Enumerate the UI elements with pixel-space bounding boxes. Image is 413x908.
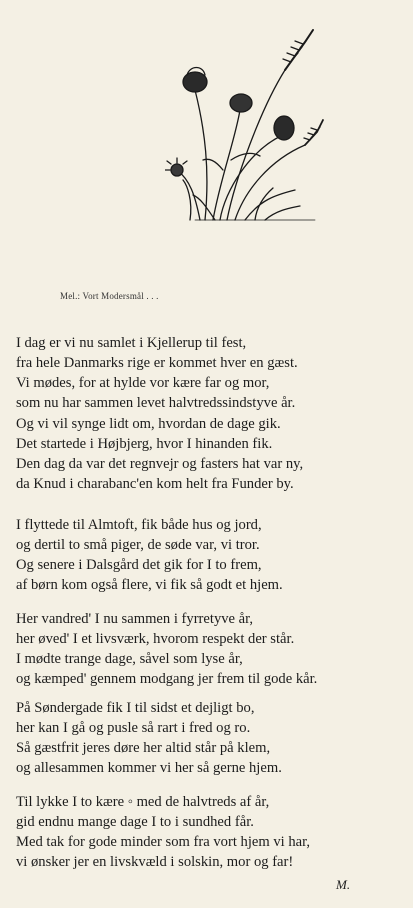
verse-line: gid endnu mange dage I to i sundhed får. xyxy=(16,814,254,830)
stanza xyxy=(16,698,411,778)
verse-line: her øved' I et livsværk, hvorom respekt der står. xyxy=(16,631,295,647)
stanza xyxy=(16,333,411,413)
verse-line: I mødte trange dage, såvel som lyse år, xyxy=(16,651,243,667)
verse-line: Og senere i Dalsgård det gik for I to frem, xyxy=(16,557,262,573)
verse-line: Så gæstfrit jeres døre her altid står på klem, xyxy=(16,740,271,756)
verse-line: her kan I gå og pusle så rart i fred og ro. xyxy=(16,720,251,736)
verse-line: I flyttede til Almtoft, fik både hus og jord, xyxy=(16,517,262,533)
signature: M. xyxy=(336,877,351,892)
verse-line: da Knud i charabanc'en kom helt fra Funder by. xyxy=(16,476,294,492)
verse-line: og allesammen kommer vi her så gerne hjem. xyxy=(16,760,282,776)
verse-line: som nu har sammen levet halvtredssindstyve år. xyxy=(16,395,296,411)
stanza xyxy=(16,515,411,595)
verse-line: Det startede i Højbjerg, hvor I hinanden fik. xyxy=(16,436,273,452)
poppy-wheat-illustration xyxy=(165,20,325,225)
verse-line: fra hele Danmarks rige er kommet hver en gæst. xyxy=(16,355,298,371)
verse-line: og dertil to små piger, de søde var, vi tror. xyxy=(16,537,260,553)
verse-line: Til lykke I to kære ◦ med de halvtreds af år, xyxy=(16,794,270,810)
verse-line: På Søndergade fik I til sidst et dejligt bo, xyxy=(16,700,255,716)
stanza xyxy=(16,414,411,494)
stanza xyxy=(16,609,411,689)
verse-line: Med tak for gode minder som fra vort hjem vi har, xyxy=(16,834,311,850)
verse-line: Den dag da var det regnvejr og fasters hat var ny, xyxy=(16,456,304,472)
verse-line: Her vandred' I nu sammen i fyrretyve år, xyxy=(16,611,254,627)
stanza xyxy=(16,792,411,872)
verse-line: Og vi vil synge lidt om, hvordan de dage gik. xyxy=(16,416,281,432)
melody-note: Mel.: Vort Modersmål . . . xyxy=(60,291,159,301)
verse-line: af børn kom også flere, vi fik så godt et hjem. xyxy=(16,577,283,593)
verse-line: og kæmped' gennem modgang jer frem til gode kår. xyxy=(16,671,318,687)
verse-line: vi ønsker jer en livskvæld i solskin, mor og far! xyxy=(16,854,294,870)
verse-line: I dag er vi nu samlet i Kjellerup til fest, xyxy=(16,335,247,351)
verse-line: Vi mødes, for at hylde vor kære far og mor, xyxy=(16,375,270,391)
